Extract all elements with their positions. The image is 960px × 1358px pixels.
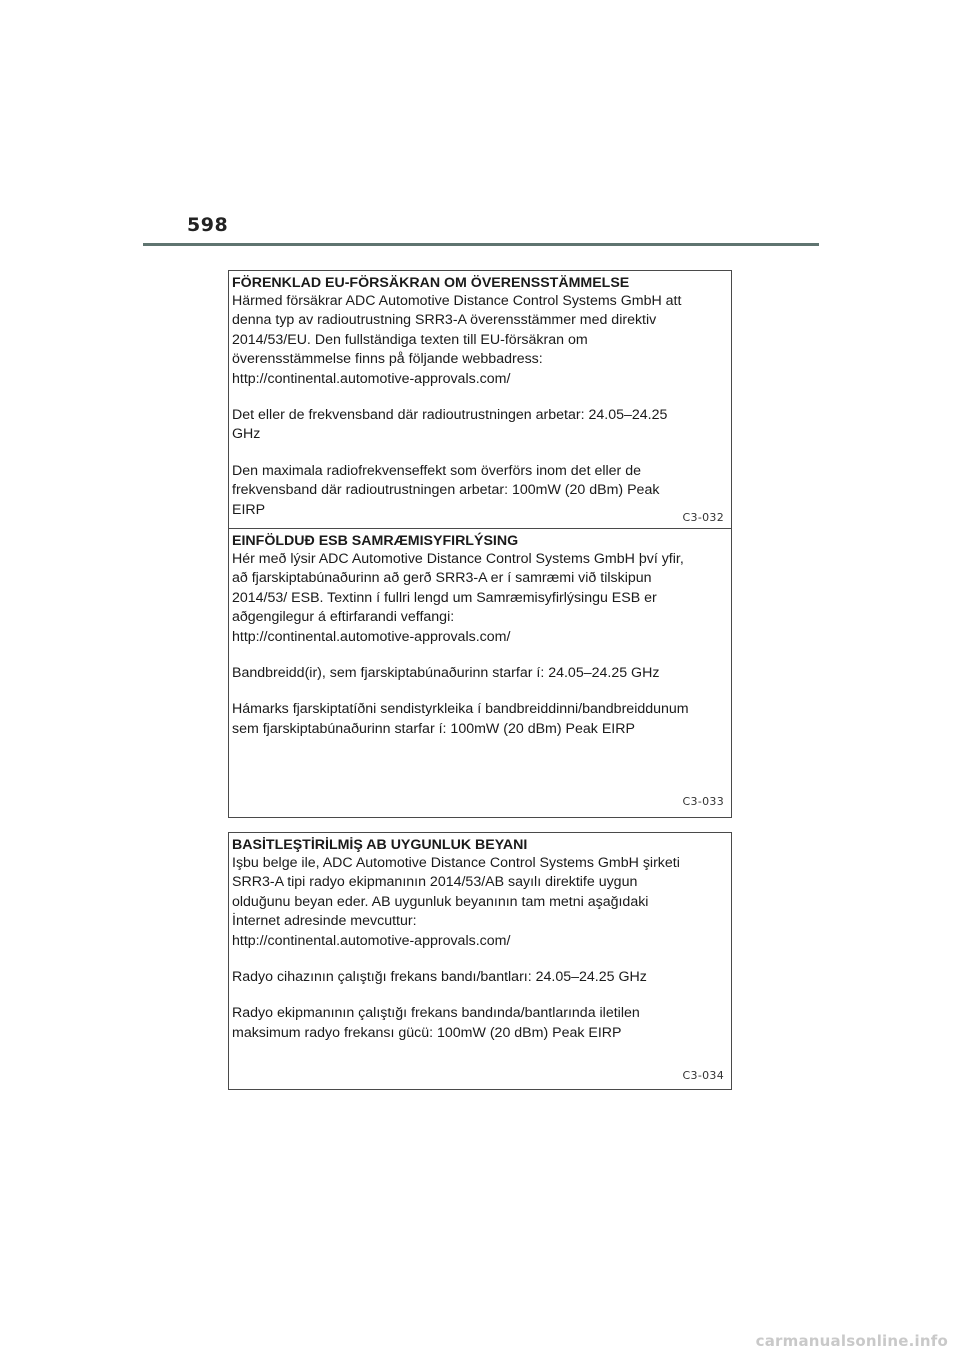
- section-paragraph: Den maximala radiofrekvenseffekt som överförs inom det eller de frekvensband där radioutrustningen arbetar: 100mW (20 dBm) Peak EIRP: [232, 462, 660, 518]
- image-code: C3-033: [682, 795, 724, 808]
- section-title: FÖRENKLAD EU-FÖRSÄKRAN OM ÖVERENSSTÄMMELSE: [232, 275, 630, 291]
- watermark: carmanualsonline.info: [755, 1332, 948, 1350]
- image-code: C3-032: [682, 511, 724, 524]
- page-number: 598: [187, 214, 229, 236]
- declaration-box-lower: [228, 832, 732, 1090]
- declaration-section-turkish: [229, 833, 731, 1088]
- section-paragraph: Hámarks fjarskiptatíðni sendistyrkleika í bandbreiddinni/bandbreiddunum sem fjarskiptabúnaðurinn starfar í: 100mW (20 dBm) Peak EIRP: [232, 701, 689, 737]
- section-paragraph: Işbu belge ile, ADC Automotive Distance Control Systems GmbH şirketi SRR3-A tipi radyo ekipmanının 2014/53/AB sayılı direktife uygun olduğunu beyan eder. AB uygunluk beyanının tam metni aşağıdaki İnternet adresinde mevcuttur: http://continental.automotive-approvals.com/: [232, 855, 680, 949]
- header-rule: [143, 243, 819, 246]
- section-paragraph: Radyo cihazının çalıştığı frekans bandı/bantları: 24.05–24.25 GHz: [232, 969, 647, 986]
- declaration-section-swedish: [229, 271, 731, 528]
- declaration-box-upper: [228, 270, 732, 818]
- declaration-section-icelandic: [229, 528, 731, 816]
- section-paragraph: Det eller de frekvensband där radioutrustningen arbetar: 24.05–24.25 GHz: [232, 407, 668, 443]
- section-paragraph: Radyo ekipmanının çalıştığı frekans bandında/bantlarında iletilen maksimum radyo frekansı gücü: 100mW (20 dBm) Peak EIRP: [232, 1005, 640, 1041]
- section-paragraph: Bandbreidd(ir), sem fjarskiptabúnaðurinn starfar í: 24.05–24.25 GHz: [232, 665, 660, 682]
- image-code: C3-034: [682, 1069, 724, 1082]
- section-title: BASİTLEŞTİRİLMİŞ AB UYGUNLUK BEYANI: [232, 837, 528, 853]
- section-paragraph: Härmed försäkrar ADC Automotive Distance Control Systems GmbH att denna typ av radioutrustning SRR3-A överensstämmer med direktiv 2014/53/EU. Den fullständiga texten till EU-försäkran om överensstämmelse finns på följande webbadress: http://continental.automotive-approvals.com/: [232, 293, 682, 387]
- section-title: EINFÖLDUÐ ESB SAMRÆMISYFIRLÝSING: [232, 533, 519, 549]
- section-paragraph: Hér með lýsir ADC Automotive Distance Control Systems GmbH því yfir, að fjarskiptabúnaðurinn að gerð SRR3-A er í samræmi við tilskipun 2014/53/ ESB. Textinn í fullri lengd um Samræmisyfirlýsingu ESB er aðgengilegur á eftirfarandi veffangi: http://continental.automotive-approvals.com/: [232, 551, 684, 645]
